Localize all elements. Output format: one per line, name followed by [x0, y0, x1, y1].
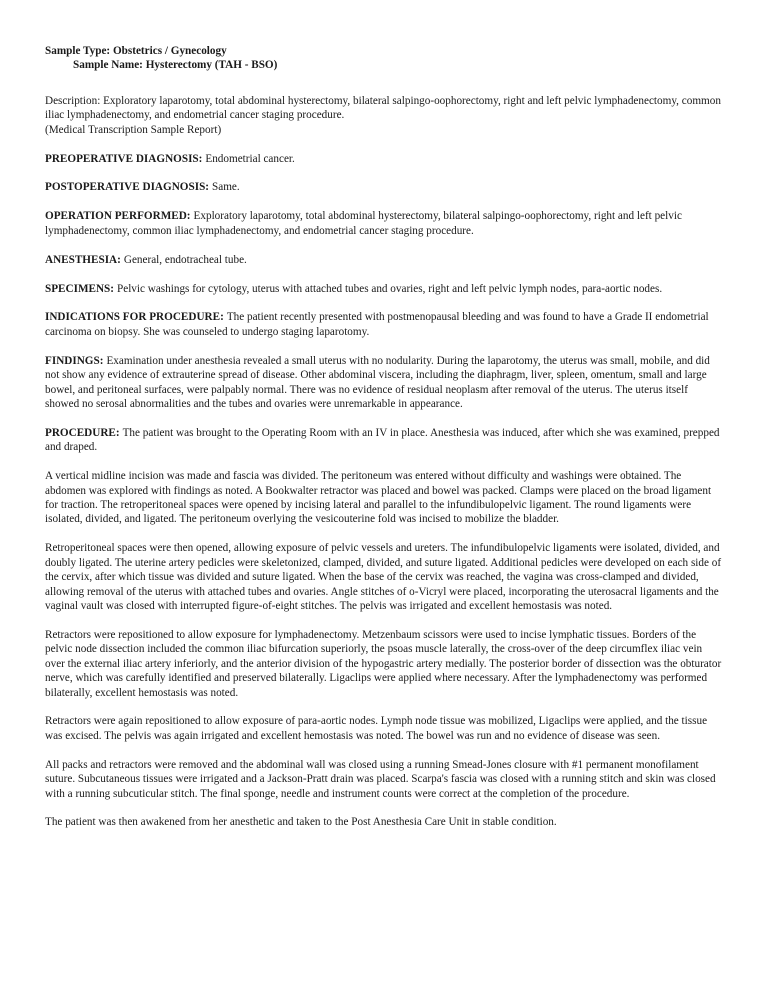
section-findings	[45, 354, 724, 412]
source-note: (Medical Transcription Sample Report)	[45, 123, 222, 136]
section-label: FINDINGS:	[45, 354, 104, 367]
section-text: The patient recently presented with postmenopausal bleeding and was found to have a Grade II endometrial carcinoma on biopsy. She was counseled to undergo staging laparotomy.	[45, 311, 709, 338]
section-label: INDICATIONS FOR PROCEDURE:	[45, 311, 224, 324]
section-label: POSTOPERATIVE DIAGNOSIS:	[45, 181, 210, 194]
section-text: Same.	[212, 181, 240, 194]
section-text: Exploratory laparotomy, total abdominal hysterectomy, bilateral salpingo-oophorectomy, right and left pelvic lymphadenectomy, common iliac lymphadenectomy, and endometrial cancer staging procedure.	[45, 210, 682, 237]
section-label: PREOPERATIVE DIAGNOSIS:	[45, 152, 203, 165]
section-anesthesia	[45, 253, 724, 267]
procedure-paragraph: All packs and retractors were removed and the abdominal wall was closed using a running Smead-Jones closure with #1 permanent monofilament suture. Subcutaneous tissues were irrigated and a Jackson-Pratt drain was placed. Scarpa's fascia was closed with a running stitch and skin was closed with a running subcuticular stitch. The final sponge, needle and instrument counts were correct at the completion of the procedure.	[45, 758, 716, 800]
description-text: Description: Exploratory laparotomy, total abdominal hysterectomy, bilateral salpingo-oophorectomy, right and left pelvic lymphadenectomy, common iliac lymphadenectomy, and endometrial cancer staging procedure.	[45, 94, 721, 122]
section-label: ANESTHESIA:	[45, 253, 121, 266]
procedure-paragraph: The patient was then awakened from her anesthetic and taken to the Post Anesthesia Care Unit in stable condition.	[45, 816, 557, 829]
procedure-paragraph: Retractors were repositioned to allow exposure for lymphadenectomy. Metzenbaum scissors were used to incise lymphatic tissues. Borders of the pelvic node dissection included the common iliac bifurcation superiorly, the psoas muscle laterally, the cross-over of the deep circumflex iliac vein over the external iliac artery inferiorly, and the anterior division of the hypogastric artery medially. The posterior border of dissection was the obturator nerve, which was carefully identified and preserved bilaterally. Ligaclips were applied where necessary. After the lymphadenectomy was performed bilaterally, excellent hemostasis was noted.	[45, 628, 722, 699]
section-postoperative-diagnosis	[45, 180, 724, 194]
procedure-paragraph: A vertical midline incision was made and fascia was divided. The peritoneum was entered without difficulty and washings were obtained. The abdomen was explored with findings as noted. A Bookwalter retractor was placed and bowel was packed. Clamps were placed on the broad ligament for traction. The retroperitoneal spaces were opened by incising lateral and parallel to the infundibulopelvic ligament. The round ligaments were isolated, divided, and ligated. The peritoneum overlying the vesicouterine fold was incised to mobilize the bladder.	[45, 470, 712, 526]
section-label: OPERATION PERFORMED:	[45, 210, 191, 223]
section-indications	[45, 310, 724, 339]
section-text: The patient was brought to the Operating Room with an IV in place. Anesthesia was induced, after which she was examined, prepped and draped.	[45, 426, 720, 454]
sample-type-heading: Sample Type: Obstetrics / Gynecology	[45, 45, 227, 57]
procedure-paragraph: Retroperitoneal spaces were then opened, allowing exposure of pelvic vessels and ureters. The infundibulopelvic ligaments were isolated, divided, and doubly ligated. The uterine artery pedicles were skeletonized, clamped, divided, and suture ligated. Additional pedicles were developed on each side of the cervix, after which tissue was divided and suture ligated. When the base of the cervix was reached, the vagina was cross-clamped and divided, allowing removal of the uterus with attached tubes and ovaries. Angle stitches of o-Vicryl were placed, incorporating the uterosacral ligaments and the vaginal vault was closed with interrupted figure-of-eight stitches. The pelvis was irrigated and excellent hemostasis was noted.	[45, 542, 722, 612]
section-procedure	[45, 426, 724, 455]
section-text: General, endotracheal tube.	[123, 253, 247, 266]
section-text: Pelvic washings for cytology, uterus with attached tubes and ovaries, right and left pelvic lymph nodes, para-aortic nodes.	[117, 282, 663, 295]
section-operation-performed	[45, 209, 724, 238]
procedure-paragraph: Retractors were again repositioned to allow exposure of para-aortic nodes. Lymph node tissue was mobilized, Ligaclips were applied, and the tissue was excised. The pelvis was again irrigated and excellent hemostasis was noted. The bowel was run and no evidence of disease was seen.	[45, 715, 708, 742]
section-preoperative-diagnosis	[45, 152, 724, 166]
section-label: PROCEDURE:	[45, 426, 120, 439]
section-label: SPECIMENS:	[45, 282, 114, 295]
section-text: Endometrial cancer.	[205, 152, 295, 165]
sample-name-heading: Sample Name: Hysterectomy (TAH - BSO)	[73, 59, 278, 72]
section-text: Examination under anesthesia revealed a small uterus with no nodularity. During the laparotomy, the uterus was small, mobile, and did not show any evidence of extrauterine spread of disease. Other abdominal viscera, including the diaphragm, liver, spleen, omentum, small and large bowel, and peritoneal surfaces, were palpably normal. There was no evidence of residual neoplasm after removal of the uterus. The uterus itself showed no serosal abnormalities and the tubes and ovaries were unremarkable in appearance.	[45, 354, 710, 410]
section-specimens	[45, 282, 724, 296]
description-block	[45, 94, 724, 137]
